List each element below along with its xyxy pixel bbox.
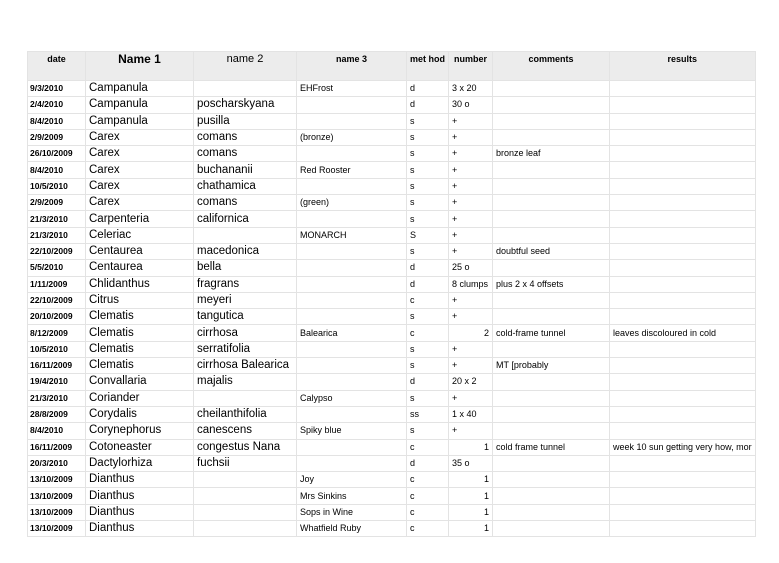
method-cell[interactable]: c [407, 488, 449, 504]
method-cell[interactable]: ss [407, 406, 449, 422]
method-cell[interactable]: d [407, 97, 449, 113]
results-cell[interactable] [610, 374, 756, 390]
number-cell[interactable]: 20 x 2 [449, 374, 493, 390]
table-row [28, 406, 756, 422]
name1-cell[interactable]: Dianthus [86, 488, 194, 504]
name1-cell[interactable]: Citrus [86, 292, 194, 308]
number-cell[interactable]: 1 [449, 439, 493, 455]
number-cell[interactable]: + [449, 358, 493, 374]
results-cell[interactable] [610, 521, 756, 537]
results-cell[interactable] [610, 178, 756, 194]
date-cell[interactable]: 13/10/2009 [28, 504, 86, 520]
date-cell[interactable]: 20/10/2009 [28, 309, 86, 325]
name2-cell[interactable]: comans [194, 129, 297, 145]
name2-cell[interactable]: congestus Nana [194, 439, 297, 455]
number-cell[interactable]: + [449, 390, 493, 406]
name1-cell[interactable]: Centaurea [86, 243, 194, 259]
number-cell[interactable]: + [449, 129, 493, 145]
date-cell[interactable]: 28/8/2009 [28, 406, 86, 422]
comments-cell[interactable]: plus 2 x 4 offsets [493, 276, 610, 292]
number-cell[interactable]: 1 [449, 504, 493, 520]
name3-cell[interactable] [297, 358, 407, 374]
name2-cell[interactable]: comans [194, 146, 297, 162]
comments-cell[interactable] [493, 227, 610, 243]
comments-cell[interactable] [493, 455, 610, 471]
col-header-number[interactable]: number [449, 52, 493, 81]
results-cell[interactable] [610, 309, 756, 325]
date-cell[interactable]: 21/3/2010 [28, 211, 86, 227]
name1-cell[interactable]: Celeriac [86, 227, 194, 243]
name1-cell[interactable]: Dianthus [86, 504, 194, 520]
col-header-results[interactable]: results [610, 52, 756, 81]
name2-cell[interactable]: cirrhosa Balearica [194, 358, 297, 374]
method-cell[interactable]: s [407, 211, 449, 227]
comments-cell[interactable]: cold-frame tunnel [493, 325, 610, 341]
table-row [28, 455, 756, 471]
number-cell[interactable]: + [449, 309, 493, 325]
number-cell[interactable]: + [449, 227, 493, 243]
number-cell[interactable]: + [449, 243, 493, 259]
name2-cell[interactable]: majalis [194, 374, 297, 390]
comments-cell[interactable] [493, 309, 610, 325]
results-cell[interactable] [610, 129, 756, 145]
table-row [28, 521, 756, 537]
name1-cell[interactable]: Cotoneaster [86, 439, 194, 455]
method-cell[interactable]: d [407, 81, 449, 97]
name1-cell[interactable]: Carex [86, 129, 194, 145]
method-cell[interactable]: s [407, 146, 449, 162]
method-cell[interactable]: c [407, 439, 449, 455]
name3-cell[interactable] [297, 97, 407, 113]
name2-cell[interactable]: fuchsii [194, 455, 297, 471]
name2-cell[interactable]: bella [194, 260, 297, 276]
date-cell[interactable]: 5/5/2010 [28, 260, 86, 276]
number-cell[interactable]: 35 o [449, 455, 493, 471]
name1-cell[interactable]: Carex [86, 178, 194, 194]
table-row [28, 292, 756, 308]
name2-cell[interactable] [194, 81, 297, 97]
table-body [28, 81, 756, 537]
table-row [28, 358, 756, 374]
name3-cell[interactable]: Red Rooster [297, 162, 407, 178]
comments-cell[interactable]: bronze leaf [493, 146, 610, 162]
results-cell[interactable] [610, 488, 756, 504]
results-cell[interactable] [610, 292, 756, 308]
name2-cell[interactable]: pusilla [194, 113, 297, 129]
name1-cell[interactable]: Dianthus [86, 521, 194, 537]
col-header-method[interactable]: met hod [407, 52, 449, 81]
table-row [28, 325, 756, 341]
comments-cell[interactable] [493, 423, 610, 439]
col-header-name3[interactable]: name 3 [297, 52, 407, 81]
name3-cell[interactable] [297, 341, 407, 357]
comments-cell[interactable] [493, 341, 610, 357]
table-row [28, 488, 756, 504]
name3-cell[interactable]: Whatfield Ruby [297, 521, 407, 537]
date-cell[interactable]: 8/4/2010 [28, 162, 86, 178]
name1-cell[interactable]: Corynephorus [86, 423, 194, 439]
method-cell[interactable]: c [407, 521, 449, 537]
table-row [28, 341, 756, 357]
results-cell[interactable] [610, 472, 756, 488]
results-cell[interactable] [610, 455, 756, 471]
table-row [28, 423, 756, 439]
method-cell[interactable]: s [407, 113, 449, 129]
number-cell[interactable]: 1 [449, 472, 493, 488]
comments-cell[interactable] [493, 374, 610, 390]
name3-cell[interactable] [297, 439, 407, 455]
number-cell[interactable]: + [449, 113, 493, 129]
name2-cell[interactable] [194, 488, 297, 504]
comments-cell[interactable] [493, 472, 610, 488]
results-cell[interactable] [610, 358, 756, 374]
comments-cell[interactable] [493, 129, 610, 145]
name1-cell[interactable]: Chlidanthus [86, 276, 194, 292]
comments-cell[interactable] [493, 113, 610, 129]
name3-cell[interactable]: Sops in Wine [297, 504, 407, 520]
number-cell[interactable]: 1 [449, 521, 493, 537]
number-cell[interactable]: + [449, 211, 493, 227]
date-cell[interactable]: 2/4/2010 [28, 97, 86, 113]
comments-cell[interactable] [493, 488, 610, 504]
date-cell[interactable]: 20/3/2010 [28, 455, 86, 471]
name3-cell[interactable] [297, 292, 407, 308]
number-cell[interactable]: + [449, 178, 493, 194]
name3-cell[interactable] [297, 113, 407, 129]
date-cell[interactable]: 2/9/2009 [28, 195, 86, 211]
date-cell[interactable]: 19/4/2010 [28, 374, 86, 390]
table-row [28, 309, 756, 325]
number-cell[interactable]: 3 x 20 [449, 81, 493, 97]
method-cell[interactable]: s [407, 358, 449, 374]
results-cell[interactable]: leaves discoloured in cold [610, 325, 756, 341]
name1-cell[interactable]: Centaurea [86, 260, 194, 276]
name2-cell[interactable] [194, 390, 297, 406]
col-header-date[interactable]: date [28, 52, 86, 81]
results-cell[interactable] [610, 211, 756, 227]
comments-cell[interactable] [493, 390, 610, 406]
name3-cell[interactable] [297, 211, 407, 227]
name1-cell[interactable]: Clematis [86, 325, 194, 341]
comments-cell[interactable] [493, 211, 610, 227]
number-cell[interactable]: + [449, 195, 493, 211]
results-cell[interactable] [610, 390, 756, 406]
date-cell[interactable]: 10/5/2010 [28, 178, 86, 194]
table-row [28, 276, 756, 292]
name1-cell[interactable]: Carpenteria [86, 211, 194, 227]
results-cell[interactable] [610, 423, 756, 439]
date-cell[interactable]: 2/9/2009 [28, 129, 86, 145]
name2-cell[interactable] [194, 227, 297, 243]
name3-cell[interactable] [297, 406, 407, 422]
number-cell[interactable]: + [449, 341, 493, 357]
number-cell[interactable]: + [449, 146, 493, 162]
comments-cell[interactable] [493, 292, 610, 308]
method-cell[interactable]: s [407, 195, 449, 211]
name2-cell[interactable]: canescens [194, 423, 297, 439]
date-cell[interactable]: 13/10/2009 [28, 472, 86, 488]
date-cell[interactable]: 8/12/2009 [28, 325, 86, 341]
name1-cell[interactable]: Dactylorhiza [86, 455, 194, 471]
results-cell[interactable] [610, 504, 756, 520]
method-cell[interactable]: d [407, 260, 449, 276]
date-cell[interactable]: 26/10/2009 [28, 146, 86, 162]
name2-cell[interactable] [194, 521, 297, 537]
table-row [28, 178, 756, 194]
results-cell[interactable] [610, 341, 756, 357]
date-cell[interactable]: 21/3/2010 [28, 390, 86, 406]
number-cell[interactable]: 8 clumps [449, 276, 493, 292]
method-cell[interactable]: c [407, 325, 449, 341]
name1-cell[interactable]: Campanula [86, 81, 194, 97]
number-cell[interactable]: 30 o [449, 97, 493, 113]
comments-cell[interactable] [493, 195, 610, 211]
table-row [28, 390, 756, 406]
name2-cell[interactable]: macedonica [194, 243, 297, 259]
results-cell[interactable] [610, 406, 756, 422]
name3-cell[interactable] [297, 260, 407, 276]
table-row [28, 260, 756, 276]
comments-cell[interactable] [493, 162, 610, 178]
name2-cell[interactable]: tangutica [194, 309, 297, 325]
name1-cell[interactable]: Carex [86, 195, 194, 211]
comments-cell[interactable] [493, 81, 610, 97]
results-cell[interactable] [610, 97, 756, 113]
method-cell[interactable]: c [407, 292, 449, 308]
method-cell[interactable]: S [407, 227, 449, 243]
name3-cell[interactable] [297, 178, 407, 194]
date-cell[interactable]: 13/10/2009 [28, 521, 86, 537]
table-row [28, 227, 756, 243]
name3-cell[interactable]: (green) [297, 195, 407, 211]
name3-cell[interactable] [297, 455, 407, 471]
name2-cell[interactable]: serratifolia [194, 341, 297, 357]
name1-cell[interactable]: Convallaria [86, 374, 194, 390]
table-row [28, 211, 756, 227]
date-cell[interactable]: 1/11/2009 [28, 276, 86, 292]
name2-cell[interactable]: comans [194, 195, 297, 211]
name3-cell[interactable]: Joy [297, 472, 407, 488]
name2-cell[interactable] [194, 504, 297, 520]
results-cell[interactable]: week 10 sun getting very how, mor [610, 439, 756, 455]
comments-cell[interactable]: cold frame tunnel [493, 439, 610, 455]
method-cell[interactable]: s [407, 243, 449, 259]
comments-cell[interactable] [493, 97, 610, 113]
date-cell[interactable]: 8/4/2010 [28, 423, 86, 439]
results-cell[interactable] [610, 162, 756, 178]
name1-cell[interactable]: Clematis [86, 309, 194, 325]
name3-cell[interactable] [297, 374, 407, 390]
number-cell[interactable]: 25 o [449, 260, 493, 276]
method-cell[interactable]: d [407, 276, 449, 292]
results-cell[interactable] [610, 260, 756, 276]
name1-cell[interactable]: Clematis [86, 358, 194, 374]
date-cell[interactable]: 13/10/2009 [28, 488, 86, 504]
name2-cell[interactable]: chathamica [194, 178, 297, 194]
method-cell[interactable]: s [407, 423, 449, 439]
name1-cell[interactable]: Corydalis [86, 406, 194, 422]
name3-cell[interactable]: Spiky blue [297, 423, 407, 439]
table-row [28, 374, 756, 390]
name1-cell[interactable]: Campanula [86, 113, 194, 129]
results-cell[interactable] [610, 81, 756, 97]
name1-cell[interactable]: Coriander [86, 390, 194, 406]
col-header-comments[interactable]: comments [493, 52, 610, 81]
method-cell[interactable]: d [407, 455, 449, 471]
results-cell[interactable] [610, 113, 756, 129]
name2-cell[interactable]: poscharskyana [194, 97, 297, 113]
date-cell[interactable]: 22/10/2009 [28, 243, 86, 259]
comments-cell[interactable]: MT [probably [493, 358, 610, 374]
table-row [28, 97, 756, 113]
seed-log-table [27, 51, 756, 537]
number-cell[interactable]: 2 [449, 325, 493, 341]
table-row [28, 146, 756, 162]
results-cell[interactable] [610, 243, 756, 259]
col-header-name2[interactable]: name 2 [194, 52, 297, 81]
results-cell[interactable] [610, 276, 756, 292]
name3-cell[interactable]: (bronze) [297, 129, 407, 145]
results-cell[interactable] [610, 146, 756, 162]
name3-cell[interactable] [297, 146, 407, 162]
table-row [28, 113, 756, 129]
name1-cell[interactable]: Clematis [86, 341, 194, 357]
name2-cell[interactable]: cheilanthifolia [194, 406, 297, 422]
name1-cell[interactable]: Carex [86, 146, 194, 162]
name3-cell[interactable]: EHFrost [297, 81, 407, 97]
table-row [28, 472, 756, 488]
date-cell[interactable]: 9/3/2010 [28, 81, 86, 97]
table-row [28, 504, 756, 520]
number-cell[interactable]: + [449, 423, 493, 439]
name3-cell[interactable] [297, 309, 407, 325]
table-row [28, 129, 756, 145]
name1-cell[interactable]: Campanula [86, 97, 194, 113]
method-cell[interactable]: s [407, 390, 449, 406]
name3-cell[interactable]: Mrs Sinkins [297, 488, 407, 504]
name2-cell[interactable] [194, 472, 297, 488]
number-cell[interactable]: + [449, 162, 493, 178]
date-cell[interactable]: 16/11/2009 [28, 358, 86, 374]
name2-cell[interactable]: meyeri [194, 292, 297, 308]
comments-cell[interactable] [493, 406, 610, 422]
comments-cell[interactable] [493, 178, 610, 194]
table-row [28, 162, 756, 178]
name3-cell[interactable] [297, 276, 407, 292]
table-row [28, 195, 756, 211]
method-cell[interactable]: s [407, 309, 449, 325]
number-cell[interactable]: 1 [449, 488, 493, 504]
method-cell[interactable]: s [407, 178, 449, 194]
comments-cell[interactable] [493, 504, 610, 520]
name2-cell[interactable]: fragrans [194, 276, 297, 292]
name1-cell[interactable]: Carex [86, 162, 194, 178]
table-row [28, 243, 756, 259]
name2-cell[interactable]: buchananii [194, 162, 297, 178]
table-row [28, 81, 756, 97]
method-cell[interactable]: c [407, 504, 449, 520]
date-cell[interactable]: 16/11/2009 [28, 439, 86, 455]
method-cell[interactable]: c [407, 472, 449, 488]
number-cell[interactable]: 1 x 40 [449, 406, 493, 422]
date-cell[interactable]: 8/4/2010 [28, 113, 86, 129]
comments-cell[interactable] [493, 521, 610, 537]
method-cell[interactable]: s [407, 341, 449, 357]
method-cell[interactable]: s [407, 129, 449, 145]
results-cell[interactable] [610, 227, 756, 243]
name3-cell[interactable]: Balearica [297, 325, 407, 341]
name3-cell[interactable]: Calypso [297, 390, 407, 406]
name3-cell[interactable]: MONARCH [297, 227, 407, 243]
date-cell[interactable]: 10/5/2010 [28, 341, 86, 357]
name3-cell[interactable] [297, 243, 407, 259]
comments-cell[interactable]: doubtful seed [493, 243, 610, 259]
name2-cell[interactable]: cirrhosa [194, 325, 297, 341]
header-row [28, 52, 756, 81]
method-cell[interactable]: d [407, 374, 449, 390]
results-cell[interactable] [610, 195, 756, 211]
date-cell[interactable]: 22/10/2009 [28, 292, 86, 308]
number-cell[interactable]: + [449, 292, 493, 308]
name2-cell[interactable]: californica [194, 211, 297, 227]
method-cell[interactable]: s [407, 162, 449, 178]
date-cell[interactable]: 21/3/2010 [28, 227, 86, 243]
table-row [28, 439, 756, 455]
col-header-name1[interactable]: Name 1 [86, 52, 194, 81]
name1-cell[interactable]: Dianthus [86, 472, 194, 488]
comments-cell[interactable] [493, 260, 610, 276]
